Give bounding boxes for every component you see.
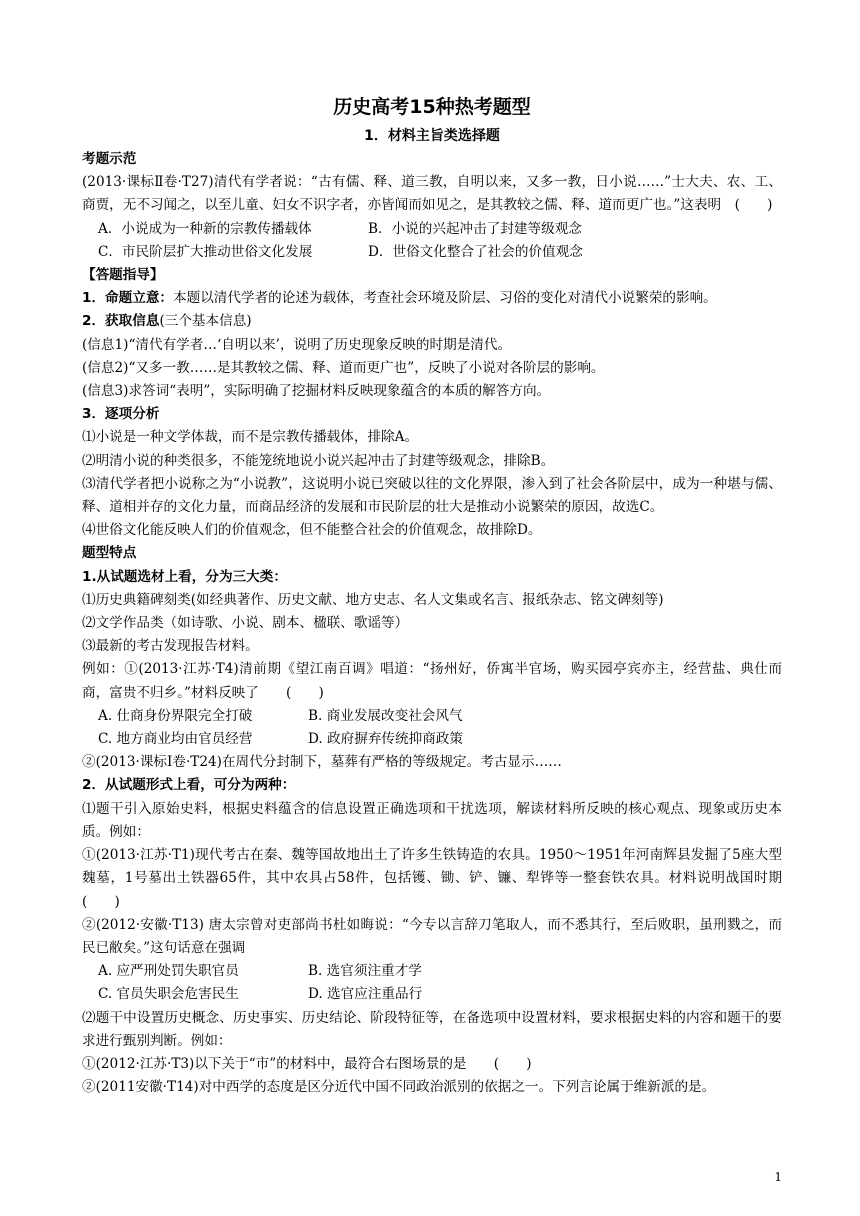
info-3: (信息3)求答词“表明”，实际明确了挖掘材料反映现象蕴含的本质的解答方向。 <box>82 383 551 400</box>
example-5: ①(2012·江苏·T3)以下关于“市”的材料中，最符合右图场景的是 ( ) <box>82 1055 532 1072</box>
feature-1-item: ⑵文学作品类（如诗歌、小说、剧本、楹联、歌谣等） <box>82 615 409 632</box>
info-1: (信息1)“清代有学者…‘自明以来’，说明了历史现象反映的时期是清代。 <box>82 336 512 353</box>
option-c: C. 地方商业均由官员经营 <box>98 731 253 748</box>
main-question-options-row1 <box>82 218 782 241</box>
feature-2-heading: 2．从试题形式上看，可分为两种： <box>82 777 296 794</box>
example-1-options-row2 <box>82 728 782 751</box>
option-a: A. 应严刑处罚失职官员 <box>98 963 239 980</box>
guide-item-2-text: (三个基本信息) <box>159 313 252 330</box>
section-subtitle: 1．材料主旨类选择题 <box>364 128 500 144</box>
example-3: ①(2013·江苏·T1)现代考古在秦、魏等国故地出土了许多生铁铸造的农具。1950～1951年河南辉县发掘了5座大型魏墓，1号墓出土铁器65件，其中农具占58件，包括镬、锄、铲、镰、犁铧等一整套铁农具。材料说明战国时期 ( ) <box>82 847 810 910</box>
page-number: 1 <box>774 1170 782 1184</box>
option-d: D．世俗文化整合了社会的价值观念 <box>368 243 583 260</box>
guide-item-1-text: 本题以清代学者的论述为载体，考查社会环境及阶层、习俗的变化对清代小说繁荣的影响。 <box>173 290 717 307</box>
option-a: A. 仕商身份界限完全打破 <box>98 707 253 724</box>
example-4-options-row1 <box>82 960 782 983</box>
guide-item-2 <box>82 310 782 333</box>
example-1-options-row1 <box>82 705 782 728</box>
feature-1-heading: 1.从试题选材上看，分为三大类： <box>82 568 287 585</box>
option-b: B．小说的兴起冲击了封建等级观念 <box>368 220 582 237</box>
analysis-1: ⑴小说是一种文学体裁，而不是宗教传播载体，排除A。 <box>82 429 419 446</box>
guide-item-1-label: 1．命题立意： <box>82 290 174 307</box>
analysis-2: ⑵明清小说的种类很多，不能笼统地说小说兴起冲击了封建等级观念，排除B。 <box>82 452 555 469</box>
option-c: C．市民阶层扩大推动世俗文化发展 <box>98 243 313 260</box>
analysis-3: ⑶清代学者把小说称之为“小说教”，这说明小说已突破以往的文化界限，渗入到了社会各阶层中，成为一种堪与儒、释、道相并存的文化力量，而商品经济的发展和市民阶层的壮大是推动小说繁荣的原因，故选C。 <box>82 475 782 516</box>
guide-item-3-label: 3．逐项分析 <box>82 406 160 423</box>
guide-item-2-label: 2．获取信息 <box>82 313 160 330</box>
main-question: (2013·课标Ⅱ卷·T27)清代有学者说：“古有儒、释、道三教，自明以来，又多一教，日小说……”士大夫、农、工、商贾，无不习闻之，以至儿童、妇女不识字者，亦皆闻而如见之，是其教较之儒、释、道而更广也。”这表明 ( ) <box>82 174 782 214</box>
analysis-4: ⑷世俗文化能反映人们的价值观念，但不能整合社会的价值观念，故排除D。 <box>82 522 542 539</box>
option-c: C. 官员失职会危害民生 <box>98 986 239 1003</box>
example-heading: 考题示范 <box>82 151 137 167</box>
feature-1-item: ⑶最新的考古发现报告材料。 <box>82 638 259 655</box>
page-title: 历史高考15种热考题型 <box>333 96 531 118</box>
main-question-options-row2 <box>82 241 782 264</box>
feature-2-para-1: ⑴题干引入原始史料，根据史料蕴含的信息设置正确选项和干扰选项，解读材料所反映的核心观点、现象或历史本质。例如： <box>82 800 782 840</box>
feature-heading: 题型特点 <box>82 545 137 562</box>
example-6: ②(2011安徽·T14)对中西学的态度是区分近代中国不同政治派别的依据之一。下列言论属于维新派的是。 <box>82 1079 716 1096</box>
info-2: (信息2)“又多一教……是其教较之儒、释、道而更广也”，反映了小说对各阶层的影响。 <box>82 359 605 376</box>
example-4-options-row2 <box>82 983 782 1006</box>
option-a: A．小说成为一种新的宗教传播载体 <box>98 220 312 237</box>
option-b: B. 商业发展改变社会风气 <box>308 707 463 724</box>
document-body <box>82 92 810 1099</box>
example-1: 例如：①(2013·江苏·T4)清前期《望江南百调》唱道：“扬州好，侨寓半官场，购买园亭宾亦主，经营盐、典仕而商，富贵不归乡。”材料反映了 ( ) <box>82 661 782 701</box>
feature-2-para-2: ⑵题干中设置历史概念、历史事实、历史结论、阶段特征等，在备选项中设置材料，要求根据史料的内容和题干的要求进行甄别判断。例如： <box>82 1009 782 1049</box>
example-4: ②(2012·安徽·T13) 唐太宗曾对吏部尚书杜如晦说：“今专以言辞刀笔取人，而不悉其行，至后败职，虽刑戮之，而民已敝矣。”这句话意在强调 <box>82 916 782 956</box>
option-d: D. 选官应注重品行 <box>308 986 423 1003</box>
guide-heading: 【答题指导】 <box>82 267 164 284</box>
example-2: ②(2013·课标Ⅰ卷·T24)在周代分封制下，墓葬有严格的等级规定。考古显示…… <box>82 754 562 771</box>
option-b: B. 选官须注重才学 <box>308 963 422 980</box>
option-d: D. 政府摒弃传统抑商政策 <box>308 731 463 748</box>
guide-item-1 <box>82 287 782 310</box>
feature-1-item: ⑴历史典籍碑刻类(如经典著作、历史文献、地方史志、名人文集或名言、报纸杂志、铭文碑刻等) <box>82 591 664 608</box>
